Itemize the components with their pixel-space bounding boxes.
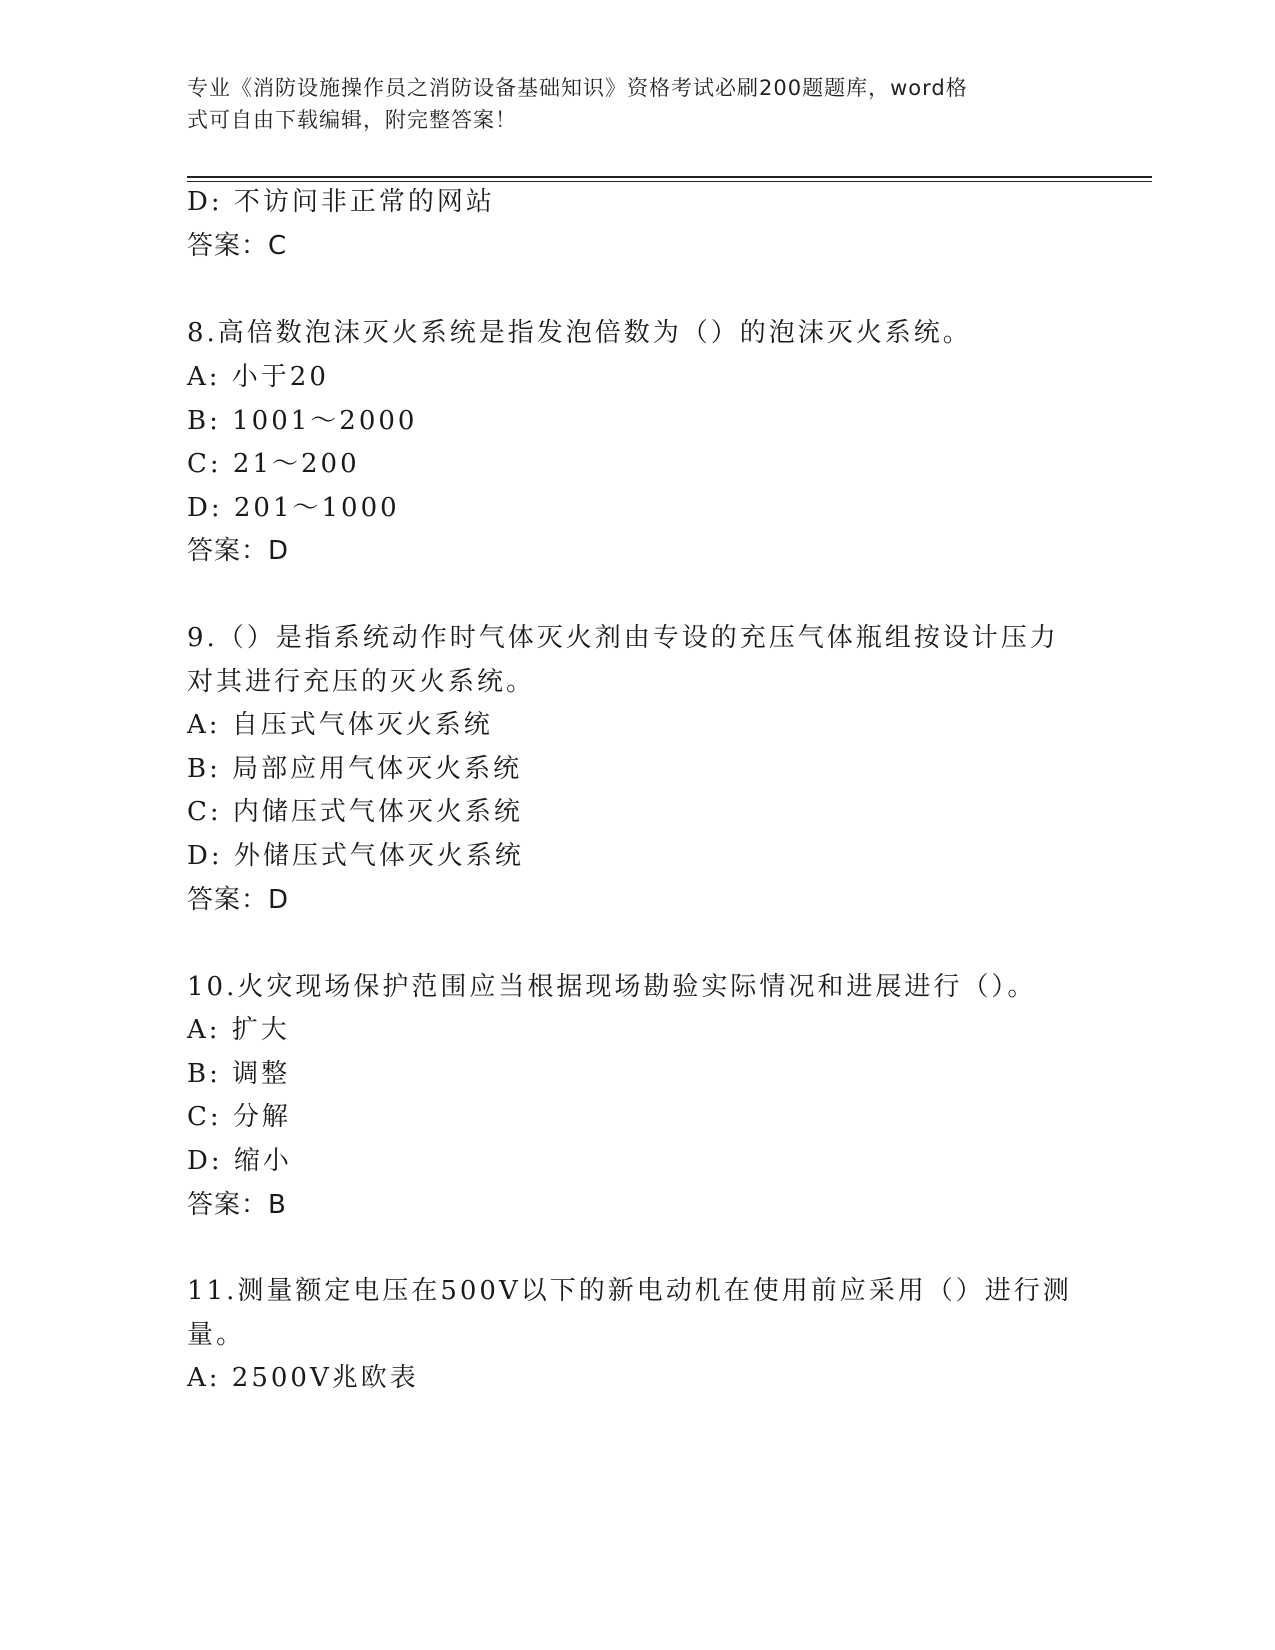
q11-stem-line-1: 11.测量额定电压在500V以下的新电动机在使用前应采用（）进行测 xyxy=(187,1276,1072,1306)
header-line-1: 专业《消防设施操作员之消防设备基础知识》资格考试必刷200题题库，word格 xyxy=(187,76,968,100)
q9-option-c: C: 内储压式气体灭火系统 xyxy=(187,797,523,827)
q9-stem-line-2: 对其进行充压的灭火系统。 xyxy=(187,667,536,697)
q10-answer: 答案：B xyxy=(187,1190,287,1220)
q10-option-a: A: 扩大 xyxy=(187,1015,290,1045)
q7-option-d: D: 不访问非正常的网站 xyxy=(187,187,495,217)
q10-option-c: C: 分解 xyxy=(187,1102,291,1132)
q10-stem: 10.火灾现场保护范围应当根据现场勘验实际情况和进展进行（）。 xyxy=(187,972,1037,1002)
q9-option-d: D: 外储压式气体灭火系统 xyxy=(187,841,524,871)
q11-option-a: A: 2500V兆欧表 xyxy=(187,1363,419,1393)
q10-option-b: B: 调整 xyxy=(187,1059,291,1089)
q9-option-a: A: 自压式气体灭火系统 xyxy=(187,710,493,740)
q8-answer: 答案：D xyxy=(187,536,290,566)
header-divider-thin xyxy=(187,181,1152,182)
q8-option-c: C: 21～200 xyxy=(187,449,360,479)
q8-option-a: A: 小于20 xyxy=(187,362,329,392)
q8-stem: 8.高倍数泡沫灭火系统是指发泡倍数为（）的泡沫灭火系统。 xyxy=(187,318,972,348)
q9-option-b: B: 局部应用气体灭火系统 xyxy=(187,754,523,784)
q8-option-b: B: 1001～2000 xyxy=(187,406,418,436)
q7-answer: 答案：C xyxy=(187,231,288,261)
q8-option-d: D: 201～1000 xyxy=(187,493,400,523)
header-line-2: 式可自由下载编辑，附完整答案！ xyxy=(187,108,517,132)
header-divider-thick xyxy=(187,176,1152,178)
q9-stem-line-1: 9.（）是指系统动作时气体灭火剂由专设的充压气体瓶组按设计压力 xyxy=(187,623,1059,653)
document-header xyxy=(187,72,1067,136)
q11-stem-line-2: 量。 xyxy=(187,1320,246,1350)
q9-answer: 答案：D xyxy=(187,885,290,915)
q10-option-d: D: 缩小 xyxy=(187,1146,292,1176)
